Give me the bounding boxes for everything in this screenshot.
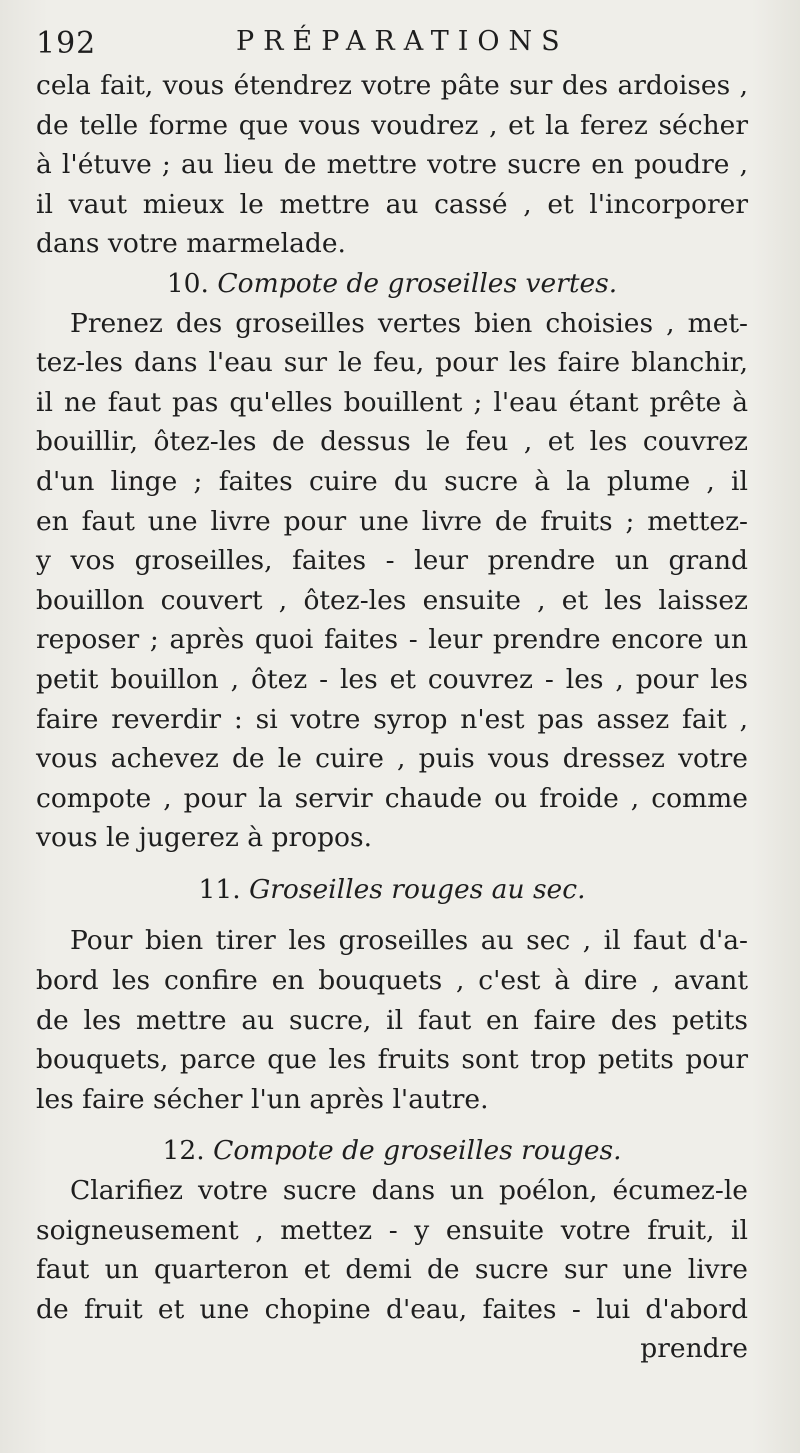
text-line: les faire sécher l'un après l'autre. (36, 1083, 489, 1115)
section-heading (36, 1131, 748, 1171)
text-line: de les mettre au sucre, il faut en faire des petits (36, 1004, 748, 1036)
text-line: dans votre marmelade. (36, 228, 346, 260)
text-line: compote , pour la servir chaude ou froide , comme (36, 782, 748, 814)
spacer (36, 858, 748, 870)
section-paragraph (36, 1171, 748, 1329)
text-line: de fruit et une chopine d'eau, faites - lui d'abord (36, 1293, 748, 1325)
intro-paragraph (36, 66, 748, 264)
text-line: cela fait, vous étendrez votre pâte sur des ardoises , (36, 70, 748, 101)
text-line: Clarifiez votre sucre dans un poélon, écumez-le (70, 1175, 748, 1207)
section-title: Compote de groseilles vertes. (217, 267, 618, 299)
spacer (36, 909, 748, 921)
text-line: bouillon couvert , ôtez-les ensuite , et les laissez (36, 584, 748, 616)
text-line: bouquets, parce que les fruits sont trop petits pour (36, 1044, 748, 1076)
section-paragraph (36, 304, 748, 858)
text-line: Prenez des groseilles vertes bien choisies , met- (70, 307, 748, 339)
catchword: prendre (640, 1333, 748, 1365)
text-line: soigneusement , mettez - y ensuite votre fruit, il (36, 1214, 748, 1246)
text-line: en faut une livre pour une livre de fruits ; mettez- (36, 505, 748, 537)
text-line: faut un quarteron et demi de sucre sur une livre (36, 1254, 748, 1286)
text-line: faire reverdir : si votre syrop n'est pas assez fait , (36, 703, 748, 735)
text-line: y vos groseilles, faites - leur prendre un grand (36, 545, 748, 577)
text-line: tez-les dans l'eau sur le feu, pour les faire blanchir, (36, 347, 748, 379)
text-line: de telle forme que vous voudrez , et la ferez sécher (36, 109, 748, 141)
text-line: bord les confire en bouquets , c'est à dire , avant (36, 965, 748, 997)
text-line: vous le jugerez à propos. (36, 822, 373, 854)
section-heading (36, 264, 748, 304)
spacer (36, 1119, 748, 1131)
text-line: petit bouillon , ôtez - les et couvrez - les , pour les (36, 663, 748, 695)
text-line: Pour bien tirer les groseilles au sec , il faut d'a- (70, 925, 748, 957)
text-line: à l'étuve ; au lieu de mettre votre sucre en poudre , (36, 149, 748, 181)
text-line: bouillir, ôtez-les de dessus le feu , et les couvrez (36, 426, 748, 458)
section-title: Groseilles rouges au sec. (249, 873, 586, 905)
page-header (36, 24, 748, 66)
section-heading (36, 870, 748, 910)
section-number: 12. (162, 1135, 205, 1167)
text-line: il vaut mieux le mettre au cassé , et l'incorporer (36, 188, 748, 220)
text-line: d'un linge ; faites cuire du sucre à la plume , il (36, 465, 748, 497)
text-line: reposer ; après quoi faites - leur prendre encore un (36, 624, 748, 656)
text-line: vous achevez de le cuire , puis vous dressez votre (36, 743, 748, 775)
section-number: 11. (198, 873, 241, 905)
section-title: Compote de groseilles rouges. (213, 1135, 622, 1167)
page-number: 192 (36, 26, 97, 61)
section-number: 10. (166, 267, 209, 299)
text-line: il ne faut pas qu'elles bouillent ; l'eau étant prête à (36, 386, 748, 418)
running-head: PRÉPARATIONS (236, 26, 569, 57)
section-paragraph (36, 921, 748, 1119)
